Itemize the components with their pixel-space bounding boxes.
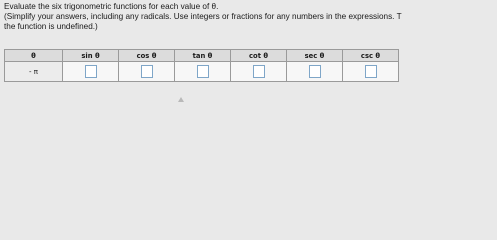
header-csc: csc θ xyxy=(343,50,399,62)
csc-cell xyxy=(343,62,399,82)
header-theta: θ xyxy=(5,50,63,62)
table-header-row xyxy=(5,50,399,62)
instruction-line-2: (Simplify your answers, including any radicals. Use integers or fractions for any numbers in the expressions. T xyxy=(4,11,402,21)
header-sin: sin θ xyxy=(63,50,119,62)
theta-value: - π xyxy=(5,62,63,82)
cot-cell xyxy=(231,62,287,82)
question-panel xyxy=(0,0,497,104)
instruction-line-3: the function is undefined.) xyxy=(4,21,98,31)
instructions xyxy=(4,2,497,31)
cos-cell xyxy=(119,62,175,82)
header-tan: tan θ xyxy=(175,50,231,62)
table-row xyxy=(5,62,399,82)
tan-cell xyxy=(175,62,231,82)
sec-answer-input[interactable] xyxy=(309,65,321,78)
header-cos: cos θ xyxy=(119,50,175,62)
sin-cell xyxy=(63,62,119,82)
header-sec: sec θ xyxy=(287,50,343,62)
instruction-line-1: Evaluate the six trigonometric functions for each value of θ. xyxy=(4,2,219,11)
csc-answer-input[interactable] xyxy=(365,65,377,78)
header-cot: cot θ xyxy=(231,50,287,62)
sin-answer-input[interactable] xyxy=(85,65,97,78)
pointer-arrow-icon xyxy=(178,97,184,102)
cos-answer-input[interactable] xyxy=(141,65,153,78)
sec-cell xyxy=(287,62,343,82)
trig-values-table xyxy=(4,49,399,82)
tan-answer-input[interactable] xyxy=(197,65,209,78)
cot-answer-input[interactable] xyxy=(253,65,265,78)
